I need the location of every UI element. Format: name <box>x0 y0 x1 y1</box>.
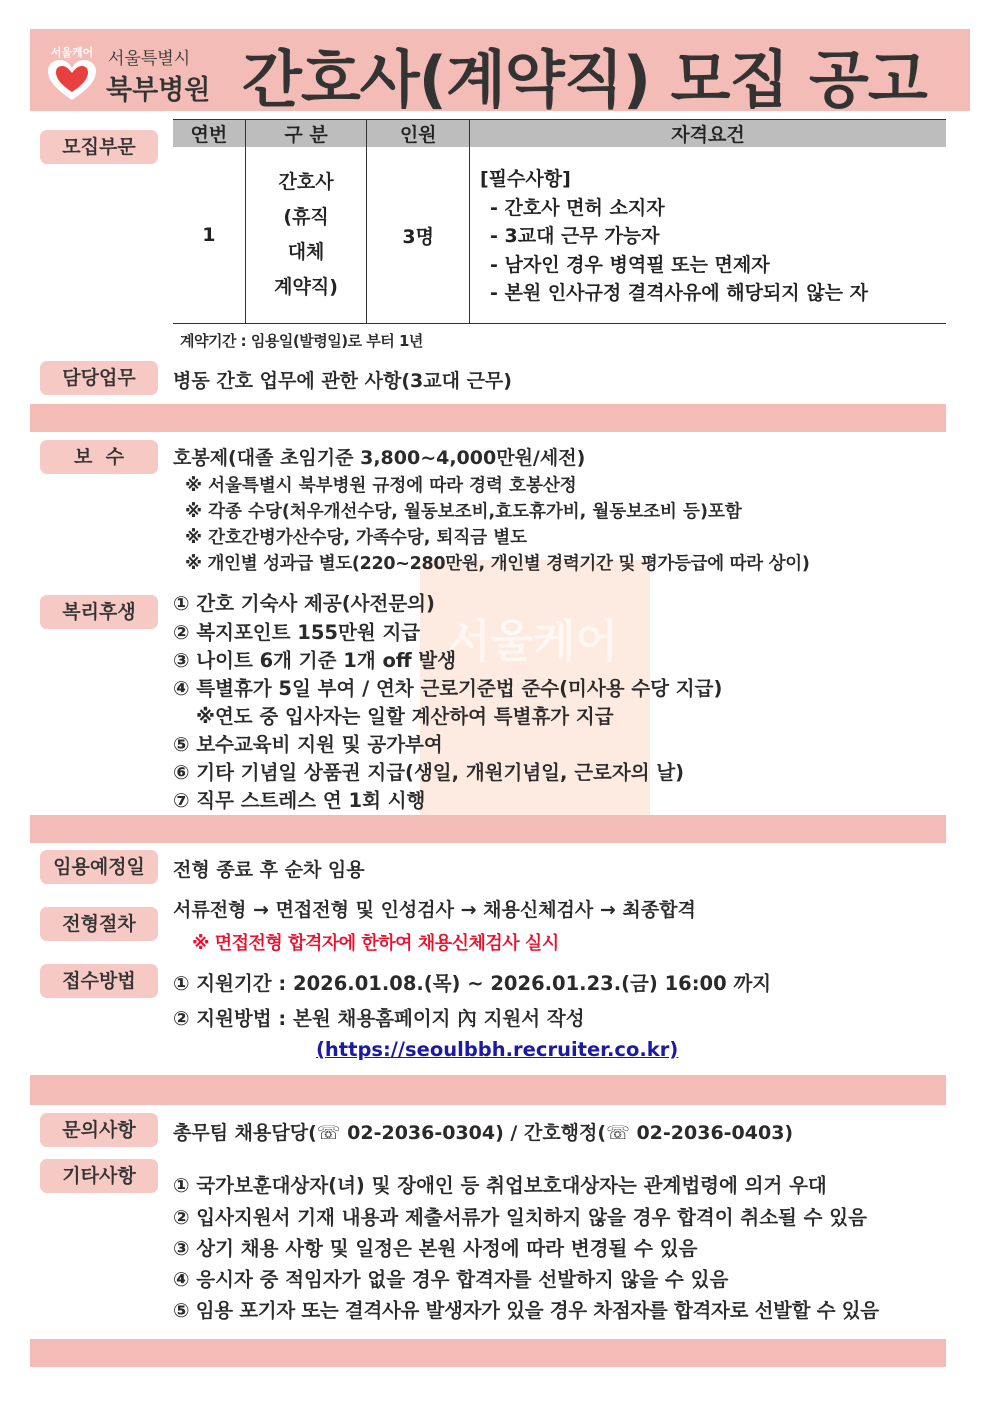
contact-text: 총무팀 채용담당(☏ 02-2036-0304) / 간호행정(☏ 02-2036-0403) <box>173 1122 794 1144</box>
req-item: - 간호사 면허 소지자 <box>490 196 665 219</box>
apply-method: ② 지원방법 : 본원 채용홈페이지 內 지원서 작성 <box>173 1007 585 1030</box>
process-note: ※ 면접전형 합격자에 한하여 채용신체검사 실시 <box>192 933 559 954</box>
heart-icon <box>48 60 96 102</box>
recruit-site-link[interactable]: (https://seoulbbh.recruiter.co.kr) <box>316 1038 679 1061</box>
page-title: 간호사(계약직) 모집 공고 <box>242 43 927 116</box>
welfare-item: ③ 나이트 6개 기준 1개 off 발생 <box>173 649 457 672</box>
cell-category <box>245 147 367 324</box>
welfare-item: ① 간호 기숙사 제공(사전문의) <box>173 592 435 615</box>
label-duty: 담당업무 <box>40 361 158 395</box>
welfare-note: ※연도 중 입사자는 일할 계산하여 특별휴가 지급 <box>196 705 614 728</box>
req-item: - 남자인 경우 병역필 또는 면제자 <box>490 253 770 276</box>
welfare-item: ② 복지포인트 155만원 지급 <box>173 621 421 644</box>
welfare-item: ⑥ 기타 기념일 상품권 지급(생일, 개원기념일, 근로자의 날) <box>173 761 685 784</box>
etc-item: ④ 응시자 중 적임자가 없을 경우 합격자를 선발하지 않을 수 있음 <box>173 1268 729 1291</box>
category-line: 대체 <box>287 241 325 263</box>
category-line: 간호사 <box>278 171 334 193</box>
label-process: 전형절차 <box>40 907 158 941</box>
req-item: - 3교대 근무 가능자 <box>490 225 660 247</box>
logo-tag: 서울케어 <box>50 46 94 59</box>
pay-note: ※ 간호간병가산수당, 가족수당, 퇴직금 별도 <box>185 528 528 548</box>
label-recruit: 모집부문 <box>40 130 158 164</box>
process-text: 서류전형 → 면접전형 및 인성검사 → 채용신체검사 → 최종합격 <box>173 899 696 921</box>
pay-text: 호봉제(대졸 초임기준 3,800~4,000만원/세전) <box>173 447 586 469</box>
req-item: - 본원 인사규정 결격사유에 해당되지 않는 자 <box>490 282 868 304</box>
label-pay: 보 수 <box>40 440 158 474</box>
col-no: 연번 <box>173 120 245 148</box>
cell-no: 1 <box>173 147 245 324</box>
org-small: 서울특별시 <box>108 49 191 69</box>
etc-item: ① 국가보훈대상자(녀) 및 장애인 등 취업보호대상자는 관계법령에 의거 우대 <box>173 1174 827 1197</box>
etc-item: ③ 상기 채용 사항 및 일정은 본원 사정에 따라 변경될 수 있음 <box>173 1237 698 1260</box>
hospital-logo <box>44 38 100 102</box>
col-category: 구 분 <box>245 120 367 148</box>
req-title: [필수사항] <box>480 168 571 190</box>
apply-period: ① 지원기간 : 2026.01.08.(목) ~ 2026.01.23.(금) 16:00 까지 <box>173 972 772 995</box>
welfare-item: ⑦ 직무 스트레스 연 1회 시행 <box>173 789 426 812</box>
recruit-table <box>173 119 946 324</box>
pay-note: ※ 서울특별시 북부병원 규정에 따라 경력 호봉산정 <box>185 476 577 496</box>
label-schedule: 임용예정일 <box>40 850 158 884</box>
divider-band <box>30 404 946 432</box>
org-name: 북부병원 <box>106 75 211 106</box>
category-line: 계약직) <box>274 276 338 298</box>
cell-count: 3명 <box>367 147 470 324</box>
welfare-item: ④ 특별휴가 5일 부여 / 연차 근로기준법 준수(미사용 수당 지급) <box>173 677 723 700</box>
etc-item: ⑤ 임용 포기자 또는 결격사유 발생자가 있을 경우 차점자를 합격자로 선발할 수 있음 <box>173 1299 879 1322</box>
cell-requirements <box>470 147 947 324</box>
divider-band <box>30 1075 946 1105</box>
label-apply: 접수방법 <box>40 964 158 998</box>
schedule-text: 전형 종료 후 순차 임용 <box>173 859 365 881</box>
welfare-item: ⑤ 보수교육비 지원 및 공가부여 <box>173 733 443 756</box>
col-requirements: 자격요건 <box>470 120 947 148</box>
divider-band <box>30 815 946 843</box>
table-row <box>173 147 946 324</box>
divider-band <box>30 1339 946 1367</box>
col-count: 인원 <box>367 120 470 148</box>
pay-note: ※ 각종 수당(처우개선수당, 월동보조비,효도휴가비, 월동보조비 등)포함 <box>185 502 742 522</box>
contract-note: 계약기간 : 임용일(발령일)로 부터 1년 <box>180 332 423 350</box>
label-etc: 기타사항 <box>40 1159 158 1193</box>
pay-note: ※ 개인별 성과급 별도(220~280만원, 개인별 경력기간 및 평가등급에 따라 상이) <box>185 554 810 574</box>
label-welfare: 복리후생 <box>40 595 158 629</box>
label-contact: 문의사항 <box>40 1113 158 1147</box>
watermark-text: 서울케어 <box>448 616 619 667</box>
duty-text: 병동 간호 업무에 관한 사항(3교대 근무) <box>173 370 512 392</box>
category-line: (휴직 <box>283 206 329 228</box>
etc-item: ② 입사지원서 기재 내용과 제출서류가 일치하지 않을 경우 합격이 취소될 수 있음 <box>173 1206 867 1229</box>
